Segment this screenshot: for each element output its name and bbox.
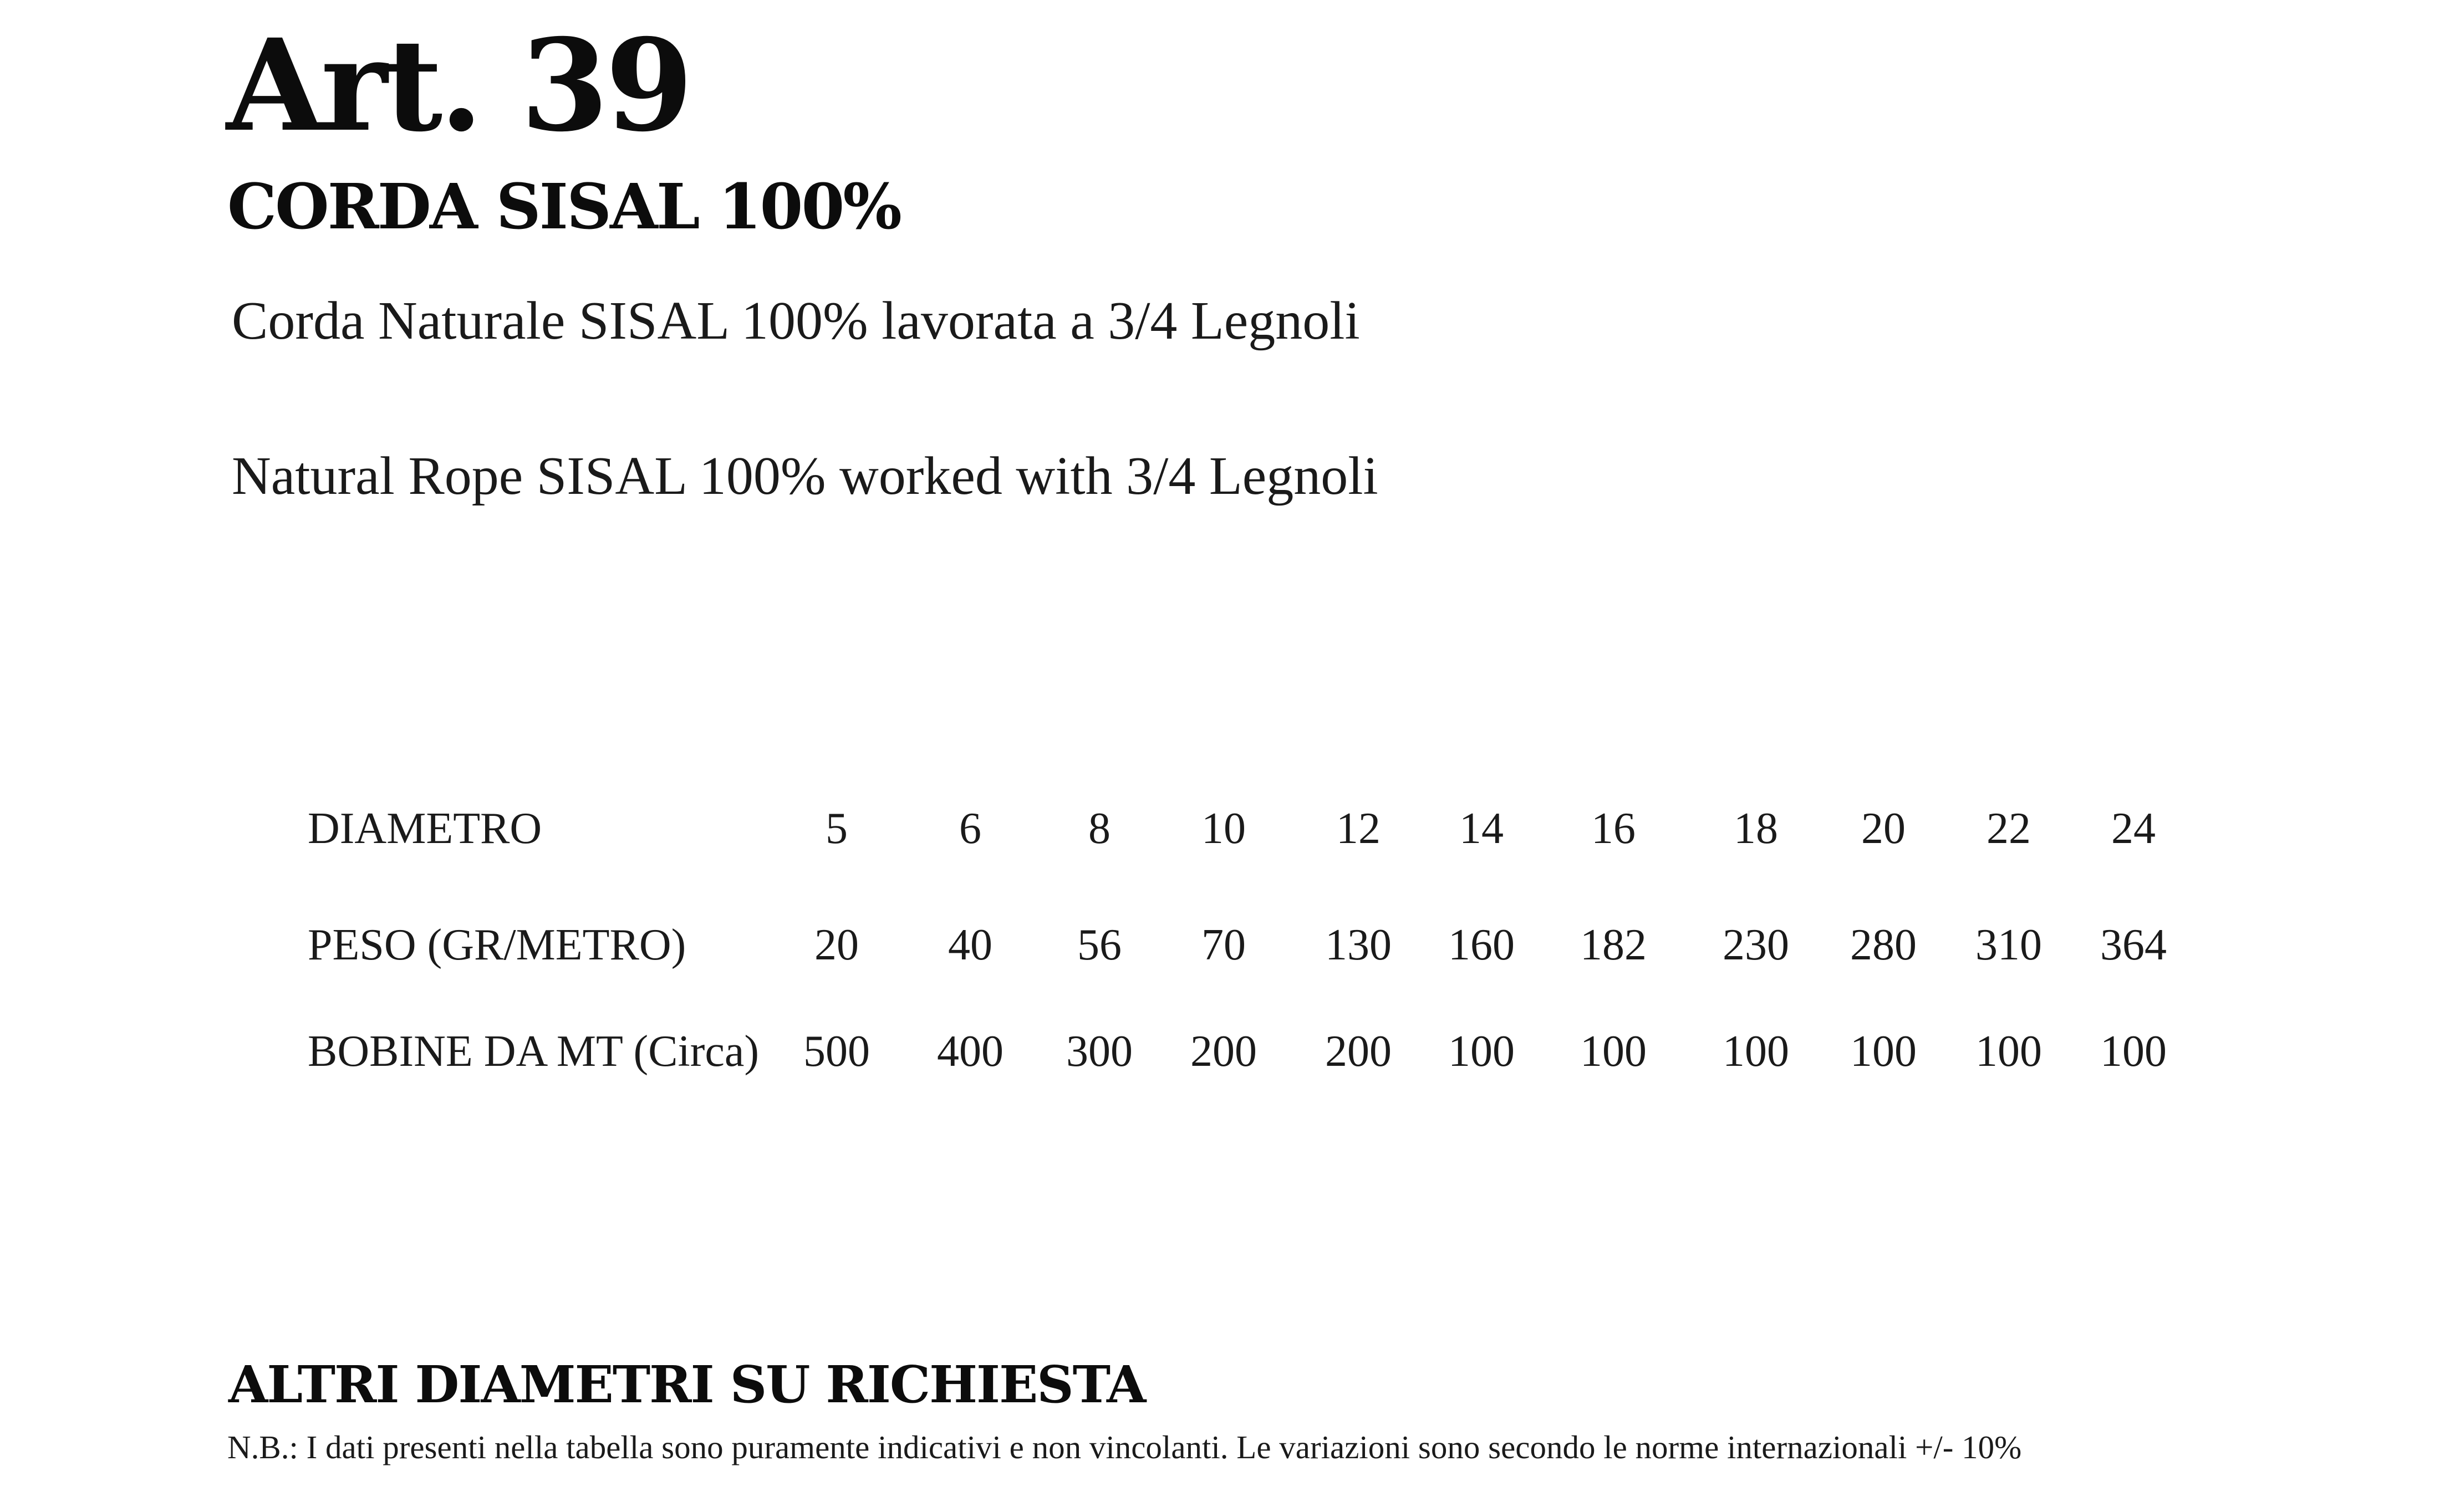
other-diameters-heading: ALTRI DIAMETRI SU RICHIESTA: [228, 1355, 1145, 1414]
table-cell: 100: [1975, 1027, 2042, 1076]
table-cell: 10: [1201, 804, 1246, 853]
table-row-peso: [0, 917, 2450, 973]
table-cell: 310: [1975, 921, 2042, 969]
table-cell: 20: [814, 921, 859, 969]
table-cell: 12: [1336, 804, 1381, 853]
table-cell: 200: [1325, 1027, 1392, 1076]
product-name-subtitle: CORDA SISAL 100%: [227, 171, 900, 243]
table-cell: 18: [1734, 804, 1778, 853]
table-cell: 6: [959, 804, 981, 853]
table-cell: 100: [1448, 1027, 1515, 1076]
table-cell: 400: [937, 1027, 1004, 1076]
table-cell: 300: [1066, 1027, 1133, 1076]
table-cell: 40: [948, 921, 992, 969]
table-cell: 182: [1580, 921, 1647, 969]
table-cell: 24: [2111, 804, 2156, 853]
table-cell: 100: [2100, 1027, 2167, 1076]
table-cell: 100: [1580, 1027, 1647, 1076]
table-row-bobine: [0, 1024, 2450, 1079]
table-cell: 100: [1723, 1027, 1789, 1076]
table-cell: 56: [1077, 921, 1122, 969]
table-cell: 70: [1201, 921, 1246, 969]
table-cell: 14: [1459, 804, 1504, 853]
table-cell: 5: [826, 804, 848, 853]
table-cell: 364: [2100, 921, 2167, 969]
table-cell: 8: [1088, 804, 1111, 853]
table-cell: 230: [1723, 921, 1789, 969]
row-label-bobine: BOBINE DA MT (Circa): [308, 1027, 759, 1076]
table-cell: 160: [1448, 921, 1515, 969]
table-cell: 280: [1850, 921, 1917, 969]
table-cell: 20: [1861, 804, 1906, 853]
description-italian: Corda Naturale SISAL 100% lavorata a 3/4 Legnoli: [232, 291, 1360, 351]
table-cell: 130: [1325, 921, 1392, 969]
table-cell: 100: [1850, 1027, 1917, 1076]
table-cell: 200: [1190, 1027, 1257, 1076]
row-label-diametro: DIAMETRO: [308, 804, 542, 853]
row-label-peso: PESO (GR/METRO): [308, 921, 686, 969]
table-cell: 16: [1591, 804, 1636, 853]
table-cell: 22: [1987, 804, 2031, 853]
article-number-title: Art. 39: [226, 11, 690, 160]
description-english: Natural Rope SISAL 100% worked with 3/4 Legnoli: [232, 446, 1378, 506]
table-cell: 500: [803, 1027, 870, 1076]
disclaimer-note: N.B.: I dati presenti nella tabella sono puramente indicativi e non vincolanti. Le variazioni sono secondo le norme internazionali +/- 10%: [227, 1429, 2022, 1465]
table-row-diametro: [0, 801, 2450, 856]
